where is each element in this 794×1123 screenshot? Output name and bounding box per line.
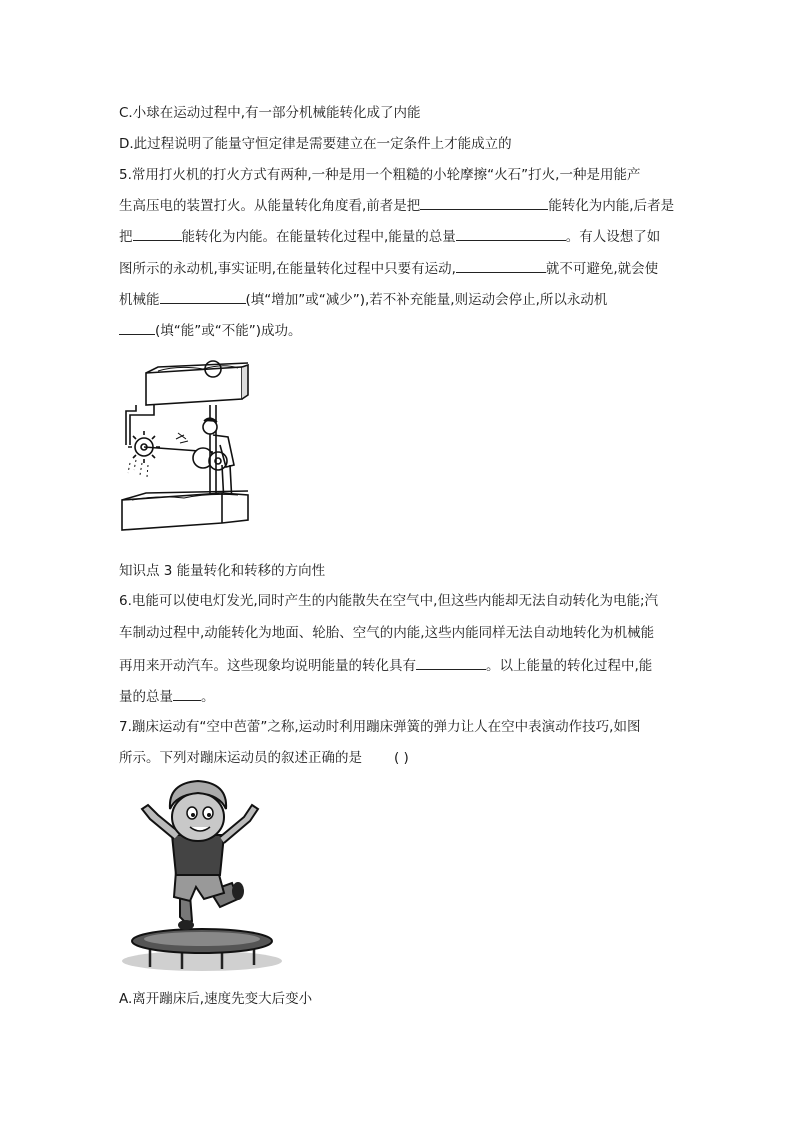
q7-answer-bracket[interactable]: ( ) [394,750,409,766]
trampoline-jumper-figure [120,775,290,975]
q6-blank-1[interactable] [416,655,486,670]
q6-text: 。 [201,689,215,705]
q5-line-6 [119,320,302,341]
q6-line-4 [119,686,215,707]
q5-blank-1[interactable] [420,195,548,210]
q5-text: 能转化为内能,后者是 [548,198,675,214]
perpetual-motion-machine-figure [118,355,253,535]
q5-text: (填“能”或“不能”)成功。 [155,323,302,339]
q5-blank-3[interactable] [456,226,566,241]
q6-text: 。以上能量的转化过程中,能 [486,658,653,674]
q6-blank-2[interactable] [173,686,201,701]
q7-line-2 [119,748,409,768]
q6-line-2: 车制动过程中,动能转化为地面、轮胎、空气的内能,这些内能同样无法自动地转化为机械能 [119,625,655,641]
q6-line-1: 6.电能可以使电灯发光,同时产生的内能散失在空气中,但这些内能却无法自动转化为电能;汽 [119,593,659,609]
q5-line-4 [119,258,658,279]
q5-line-3 [119,226,660,247]
q5-text: 。有人设想了如 [565,229,661,245]
q6-text: 再用来开动汽车。这些现象均说明能量的转化具有 [119,658,416,674]
q7-line-1: 7.蹦床运动有“空中芭蕾”之称,运动时利用蹦床弹簧的弹力让人在空中表演动作技巧,如图 [119,719,641,735]
q5-line-2 [119,195,674,216]
q4-option-c: C.小球在运动过程中,有一部分机械能转化成了内能 [119,105,421,121]
q5-line-1: 5.常用打火机的打火方式有两种,一种是用一个粗糙的小轮摩擦“火石”打火,一种是用能产 [119,167,641,183]
q5-blank-6[interactable] [119,320,155,335]
q4-option-d: D.此过程说明了能量守恒定律是需要建立在一定条件上才能成立的 [119,136,512,152]
q5-text: 就不可避免,就会使 [545,261,659,277]
q7-text: 所示。下列对蹦床运动员的叙述正确的是 [119,750,362,766]
q6-text: 量的总量 [119,689,173,705]
q5-text: 机械能 [119,292,160,308]
q5-blank-2[interactable] [133,226,182,241]
q5-text: 把 [119,229,133,245]
q5-text: 生高压电的装置打火。从能量转化角度看,前者是把 [119,198,421,214]
q5-text: (填“增加”或“减少”),若不补充能量,则运动会停止,所以永动机 [245,292,608,308]
q6-line-3 [119,655,652,676]
q5-blank-5[interactable] [160,289,246,304]
section-3-title: 知识点 3 能量转化和转移的方向性 [119,563,326,579]
q5-line-5 [119,289,607,310]
q5-blank-4[interactable] [456,258,546,273]
q5-text: 图所示的永动机,事实证明,在能量转化过程中只要有运动, [119,261,456,277]
q5-text: 能转化为内能。在能量转化过程中,能量的总量 [181,229,456,245]
q7-option-a: A.离开蹦床后,速度先变大后变小 [119,991,313,1007]
